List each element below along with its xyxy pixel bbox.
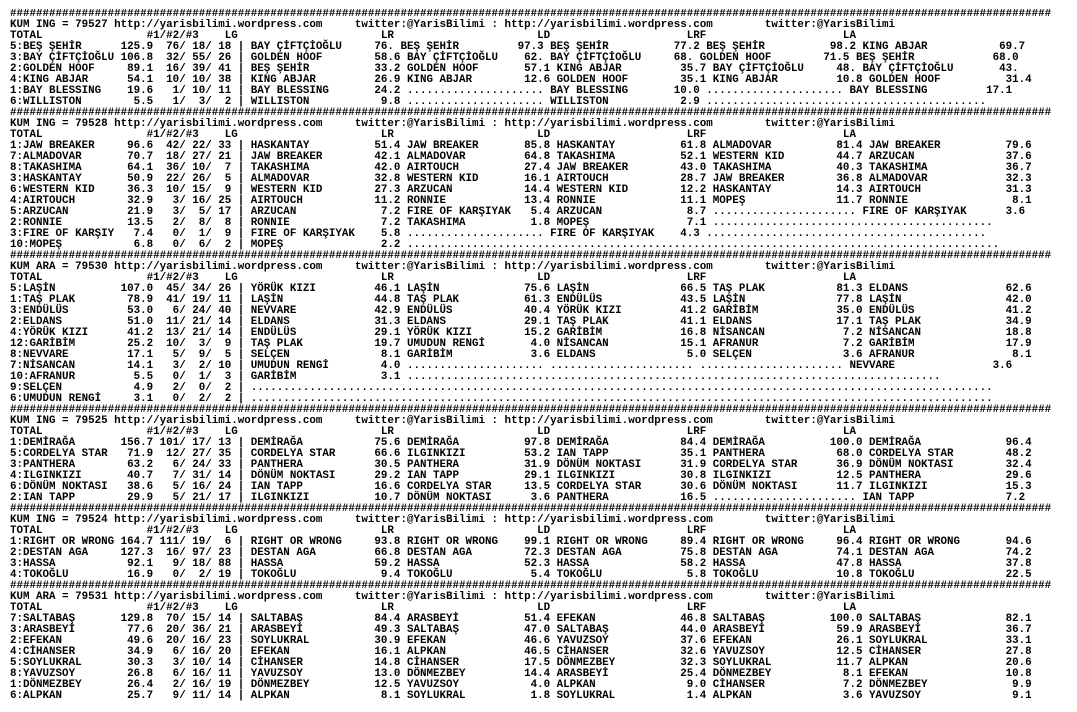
result-row: 2:ELDANS 51.0 11/ 21/ 14 | ELDANS 31.3 ELDANS 29.1 TAŞ PLAK 41.1 ELDANS 17.1 TAŞ PLAK 34.9: [10, 316, 1032, 328]
result-row: 5:ARZUCAN 21.9 3/ 5/ 17 | ARZUCAN 7.2 FIRE OF KARŞIYAK 5.4 ARZUCAN 8.7 ...................... FIRE OF KARŞIYAK 3.6: [10, 206, 1026, 218]
result-row: 7:NİSANCAN 14.1 3/ 2/ 10 | UMUDUN RENGİ 4.0 ..................... ...................... ...................... NEVVARE 3.6: [10, 360, 1013, 372]
section-separator: ################################################################################################################################################################: [10, 250, 1052, 262]
result-row: 2:IAN TAPP 29.9 5/ 21/ 17 | ILGINKIZI 10.7 DÖNÜM NOKTASI 3.6 PANTHERA 16.5 ...................... IAN TAPP 7.2: [10, 492, 1026, 504]
result-row: 1:JAW BREAKER 96.6 42/ 22/ 33 | HASKANTAY 51.4 JAW BREAKER 85.8 HASKANTAY 61.8 ALMADOVAR 81.4 JAW BREAKER 79.6: [10, 140, 1032, 152]
column-header-row: TOTAL #1/#2/#3 LG LR LD LRF LA: [10, 426, 856, 438]
result-row: 4:YÖRÜK KIZI 41.2 13/ 21/ 14 | ENDÜLÜS 29.1 YÖRÜK KIZI 15.2 GARİBİM 16.8 NİSANCAN 7.2 NİSANCAN 18.8: [10, 327, 1032, 339]
result-row: 6:DÖNÜM NOKTASI 38.6 5/ 16/ 24 | IAN TAPP 16.6 CORDELYA STAR 13.5 CORDELYA STAR 30.6 DÖNÜM NOKTASI 11.7 ILGINKIZI 15.3: [10, 481, 1032, 493]
result-row: 5:BEŞ ŞEHİR 125.9 76/ 18/ 18 | BAY ÇİFTÇİOĞLU 76. BEŞ ŞEHİR 97.3 BEŞ ŞEHİR 77.2 BEŞ ŞEHİR 98.2 KING ABJAR 69.7: [10, 41, 1026, 53]
result-row: 5:LAŞİN 107.0 45/ 34/ 26 | YÖRÜK KIZI 46.1 LAŞİN 75.6 LAŞİN 66.5 TAŞ PLAK 81.3 ELDANS 62.6: [10, 283, 1032, 295]
section-separator: ################################################################################################################################################################: [10, 9, 1052, 20]
race-header: KUM ING = 79524 http://yarisbilimi.wordpress.com twitter:@YarisBilimi : http://yarisbilimi.wordpress.com twitter:@YarisBilimi: [10, 514, 895, 526]
result-row: 3:HASKANTAY 50.9 22/ 26/ 5 | ALMADOVAR 32.8 WESTERN KID 16.1 AIRTOUCH 28.7 JAW BREAKER 36.8 ALMADOVAR 32.3: [10, 173, 1032, 185]
result-row: 3:ENDÜLÜS 53.0 6/ 24/ 40 | NEVVARE 42.9 ENDÜLÜS 40.4 YÖRÜK KIZI 41.2 GARİBİM 35.0 ENDÜLÜS 41.2: [10, 305, 1032, 317]
result-row: 8:YAVUZSOY 26.8 6/ 16/ 11 | YAVUZSOY 13.0 DÖNMEZBEY 14.4 ARASBEYİ 25.4 DÖNMEZBEY 8.1 EFEKAN 10.8: [10, 668, 1032, 680]
result-row: 3:FIRE OF KARŞIY 7.4 0/ 1/ 9 | FIRE OF KARŞIYAK 5.8 ..................... FIRE OF KARŞIYAK 4.3 ...........................................: [10, 228, 987, 240]
result-row: 4:AIRTOUCH 32.9 3/ 16/ 25 | AIRTOUCH 11.2 RONNIE 13.4 RONNIE 11.1 MOPEŞ 11.7 RONNIE 8.1: [10, 195, 1032, 207]
race-header: KUM ING = 79525 http://yarisbilimi.wordpress.com twitter:@YarisBilimi : http://yarisbilimi.wordpress.com twitter:@YarisBilimi: [10, 415, 895, 427]
result-row: 2:EFEKAN 49.6 20/ 16/ 23 | SOYLUKRAL 30.9 EFEKAN 46.6 YAVUZSOY 37.6 EFEKAN 26.1 SOYLUKRAL 33.1: [10, 635, 1032, 647]
result-row: 6:WESTERN KID 36.3 10/ 15/ 9 | WESTERN KID 27.3 ARZUCAN 14.4 WESTERN KID 12.2 HASKANTAY 14.3 AIRTOUCH 31.3: [10, 184, 1032, 196]
result-row: 5:CORDELYA STAR 71.9 12/ 27/ 35 | CORDELYA STAR 66.6 ILGINKIZI 53.2 IAN TAPP 35.1 PANTHERA 68.0 CORDELYA STAR 48.2: [10, 448, 1032, 460]
result-row: 3:HASSA 92.1 9/ 18/ 88 | HASSA 59.2 HASSA 52.3 HASSA 58.2 HASSA 47.8 HASSA 37.8: [10, 558, 1032, 570]
column-header-row: TOTAL #1/#2/#3 LG LR LD LRF LA: [10, 129, 856, 141]
result-row: 6:ALPKAN 25.7 9/ 11/ 14 | ALPKAN 8.1 SOYLUKRAL 1.8 SOYLUKRAL 1.4 ALPKAN 3.6 YAVUZSOY 9.1: [10, 690, 1032, 702]
result-row: 4:ILGINKIZI 40.7 7/ 31/ 14 | DÖNÜM NOKTASI 29.2 IAN TAPP 29.1 ILGINKIZI 30.8 ILGINKIZI 12.5 PANTHERA 29.6: [10, 470, 1032, 482]
race-header: KUM ARA = 79531 http://yarisbilimi.wordpress.com twitter:@YarisBilimi : http://yarisbilimi.wordpress.com twitter:@YarisBilimi: [10, 591, 895, 603]
result-row: 2:RONNIE 13.5 2/ 8/ 8 | RONNIE 7.2 TAKASHIMA 1.8 MOPEŞ 7.1 ...........................................: [10, 217, 993, 229]
result-row: 7:ALMADOVAR 70.7 18/ 27/ 21 | JAW BREAKER 42.1 ALMADOVAR 64.8 TAKASHIMA 52.1 WESTERN KID 44.7 ARZUCAN 37.6: [10, 151, 1032, 163]
race-header: KUM ING = 79527 http://yarisbilimi.wordpress.com twitter:@YarisBilimi : http://yarisbilimi.wordpress.com twitter:@YarisBilimi: [10, 19, 895, 31]
column-header-row: TOTAL #1/#2/#3 LG LR LD LRF LA: [10, 525, 856, 537]
result-row: 10:MOPEŞ 6.8 0/ 6/ 2 | MOPEŞ 2.2 ...........................................................................................: [10, 239, 1000, 251]
column-header-row: TOTAL #1/#2/#3 LG LR LD LRF LA: [10, 602, 856, 614]
result-row: 6:WILLISTON 5.5 1/ 3/ 2 | WILLISTON 9.8 ..................... WILLISTON 2.9 ...........................................: [10, 96, 987, 108]
result-row: 2:GOLDEN HOOF 89.1 16/ 39/ 41 | BEŞ ŞEHİR 33.2 GOLDEN HOOF 57.1 KING ABJAR 35.7 BAY ÇİFTÇİOĞLU 48. BAY ÇİFTÇİOĞLU 43.: [10, 63, 1019, 75]
result-row: 10:AFRANUR 5.5 0/ 1/ 3 | GARİBİM 3.1 ..................................................................................: [10, 371, 941, 383]
result-row: 1:BAY BLESSING 19.6 1/ 10/ 11 | BAY BLESSING 24.2 ..................... BAY BLESSING 10.0 ..................... BAY BLESSING 17.1: [10, 85, 1013, 97]
result-row: 1:RIGHT OR WRONG 164.7 111/ 19/ 6 | RIGHT OR WRONG 93.8 RIGHT OR WRONG 99.1 RIGHT OR WRONG 89.4 RIGHT OR WRONG 96.4 RIGHT OR WRONG 94.6: [10, 536, 1032, 548]
result-row: 4:CİHANSER 34.9 6/ 16/ 20 | EFEKAN 16.1 ALPKAN 46.5 CİHANSER 32.6 YAVUZSOY 12.5 CİHANSER 27.8: [10, 646, 1032, 658]
section-separator: ################################################################################################################################################################: [10, 107, 1052, 119]
section-separator: ################################################################################################################################################################: [10, 580, 1052, 592]
result-row: 8:NEVVARE 17.1 5/ 9/ 5 | SELÇEN 8.1 GARİBİM 3.6 ELDANS 5.0 SELÇEN 3.6 AFRANUR 8.1: [10, 349, 1032, 361]
result-row: 3:ARASBEYİ 77.6 20/ 36/ 21 | ARASBEYİ 49.3 SALTABAŞ 47.0 SALTABAŞ 44.0 ARASBEYİ 59.9 ARASBEYİ 36.7: [10, 624, 1032, 636]
result-row: 1:DEMİRAĞA 156.7 101/ 17/ 13 | DEMİRAĞA 75.6 DEMİRAĞA 97.8 DEMİRAĞA 84.4 DEMİRAĞA 100.0 DEMİRAĞA 96.4: [10, 437, 1032, 449]
result-row: 3:PANTHERA 63.2 6/ 24/ 33 | PANTHERA 30.5 PANTHERA 31.9 DÖNÜM NOKTASI 31.9 CORDELYA STAR 36.9 DÖNÜM NOKTASI 32.4: [10, 459, 1032, 471]
race-statistics-document: [10, 9, 1077, 712]
race-header: KUM ING = 79528 http://yarisbilimi.wordpress.com twitter:@YarisBilimi : http://yarisbilimi.wordpress.com twitter:@YarisBilimi: [10, 118, 895, 130]
section-separator: ################################################################################################################################################################: [10, 503, 1052, 515]
result-row: 2:DESTAN AGA 127.3 16/ 97/ 23 | DESTAN AGA 66.8 DESTAN AGA 72.3 DESTAN AGA 75.8 DESTAN AGA 74.1 DESTAN AGA 74.2: [10, 547, 1032, 559]
result-row: 5:SOYLUKRAL 30.3 3/ 10/ 14 | CİHANSER 14.8 CİHANSER 17.5 DÖNMEZBEY 32.3 SOYLUKRAL 11.7 ALPKAN 20.6: [10, 657, 1032, 669]
result-row: 4:TOKOĞLU 16.9 0/ 2/ 19 | TOKOĞLU 9.4 TOKOĞLU 5.4 TOKOĞLU 5.8 TOKOĞLU 10.8 TOKOĞLU 22.5: [10, 569, 1032, 581]
result-row: 9:SELÇEN 4.9 2/ 0/ 2 | ..................................................................................................................: [10, 382, 993, 394]
result-row: 1:TAŞ PLAK 78.9 41/ 19/ 11 | LAŞİN 44.8 TAŞ PLAK 61.3 ENDÜLÜS 43.5 LAŞİN 77.8 LAŞİN 42.0: [10, 294, 1032, 306]
column-header-row: TOTAL #1/#2/#3 LG LR LD LRF LA: [10, 272, 856, 284]
result-row: 6:UMUDUN RENGİ 3.1 0/ 2/ 2 | ..................................................................................................................: [10, 393, 993, 405]
result-row: 4:KING ABJAR 54.1 10/ 10/ 38 | KING ABJAR 26.9 KING ABJAR 12.6 GOLDEN HOOF 35.1 KING ABJAR 10.8 GOLDEN HOOF 31.4: [10, 74, 1032, 86]
result-row: 12:GARİBİM 25.2 10/ 3/ 9 | TAŞ PLAK 19.7 UMUDUN RENGİ 4.0 NİSANCAN 15.1 AFRANUR 7.2 GARİBİM 17.9: [10, 338, 1032, 350]
column-header-row: TOTAL #1/#2/#3 LG LR LD LRF LA: [10, 30, 856, 42]
result-row: 3:BAY ÇİFTÇİOĞLU 106.8 32/ 55/ 26 | GOLDEN HOOF 58.6 BAY ÇİFTÇİOĞLU 62. BAY ÇİFTÇİOĞLU 68. GOLDEN HOOF 71.5 BEŞ ŞEHİR 68.0: [10, 52, 1019, 64]
race-header: KUM ARA = 79530 http://yarisbilimi.wordpress.com twitter:@YarisBilimi : http://yarisbilimi.wordpress.com twitter:@YarisBilimi: [10, 261, 895, 273]
result-row: 7:SALTABAŞ 129.8 70/ 15/ 14 | SALTABAŞ 84.4 ARASBEYİ 51.4 EFEKAN 46.8 SALTABAŞ 100.0 SALTABAŞ 82.1: [10, 613, 1032, 625]
result-row: 8:TAKASHIMA 64.1 36/ 10/ 7 | TAKASHIMA 42.0 AIRTOUCH 27.4 JAW BREAKER 43.0 TAKASHIMA 40.3 TAKASHIMA 36.7: [10, 162, 1032, 174]
result-row: 1:DÖNMEZBEY 26.4 2/ 16/ 19 | DÖNMEZBEY 12.5 YAVUZSOY 4.0 ALPKAN 9.0 CİHANSER 7.2 DÖNMEZBEY 9.9: [10, 679, 1032, 691]
section-separator: ################################################################################################################################################################: [10, 404, 1052, 416]
